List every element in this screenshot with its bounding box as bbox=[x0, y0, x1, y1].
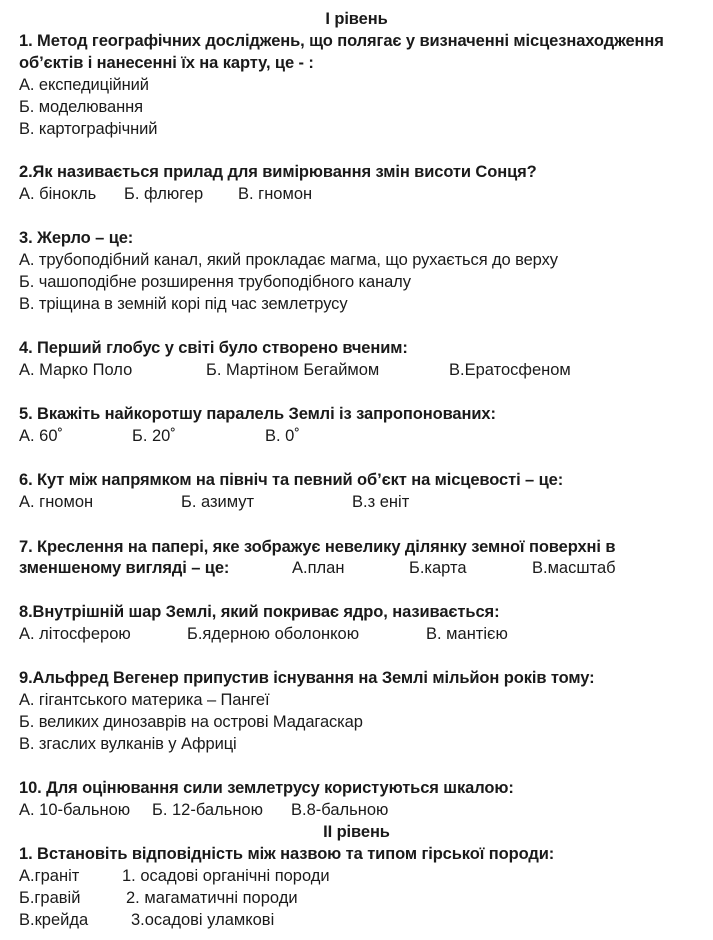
question-6: 6. Кут між напрямком на північ та певний об’єкт на місцевості – це: bbox=[19, 471, 564, 489]
level-2-title: II рівень bbox=[323, 823, 390, 841]
question-4-option-c: В.Ератосфеном bbox=[449, 361, 571, 379]
question-8-option-a: А. літосферою bbox=[19, 625, 131, 643]
level-2-question-1: 1. Встановіть відповідність між назвою та типом гірської породи: bbox=[19, 845, 555, 863]
question-5-option-a: А. 60˚ bbox=[19, 427, 64, 445]
question-5: 5. Вкажіть найкоротшу паралель Землі із запропонованих: bbox=[19, 405, 496, 423]
question-2-option-c: В. гномон bbox=[238, 185, 313, 203]
question-7-option-c: В.масштаб bbox=[532, 559, 616, 577]
question-7-option-b: Б.карта bbox=[409, 559, 467, 577]
question-1-option-c: В. картографічний bbox=[19, 120, 158, 138]
match-right-item: 3.осадові уламкові bbox=[131, 911, 275, 929]
question-9-option-a: А. гігантського материка – Пангеї bbox=[19, 691, 270, 709]
question-9: 9.Альфред Вегенер припустив існування на Землі мільйон років тому: bbox=[19, 669, 595, 687]
question-3-option-a: А. трубоподібний канал, який прокладає магма, що рухається до верху bbox=[19, 251, 558, 269]
match-left-item: А.граніт bbox=[19, 867, 80, 885]
question-5-option-b: Б. 20˚ bbox=[132, 427, 176, 445]
question-3-option-b: Б. чашоподібне розширення трубоподібного каналу bbox=[19, 273, 411, 291]
question-7-option-a: А.план bbox=[292, 559, 345, 577]
question-8-option-b: Б.ядерною оболонкою bbox=[187, 625, 360, 643]
match-right-item: 1. осадові органічні породи bbox=[122, 867, 330, 885]
question-6-option-b: Б. азимут bbox=[181, 493, 255, 511]
question-5-option-c: В. 0˚ bbox=[265, 427, 300, 445]
question-3-option-c: В. тріщина в земній корі під час землетрусу bbox=[19, 295, 348, 313]
question-8: 8.Внутрішній шар Землі, який покриває ядро, називається: bbox=[19, 603, 500, 621]
question-6-option-c: В.з еніт bbox=[352, 493, 410, 511]
question-1-line-2: об’єктів і нанесенні їх на карту, це - : bbox=[19, 54, 314, 72]
question-4-option-b: Б. Мартіном Бегаймом bbox=[206, 361, 380, 379]
question-2-option-b: Б. флюгер bbox=[124, 185, 204, 203]
question-10: 10. Для оцінювання сили землетрусу користуються шкалою: bbox=[19, 779, 514, 797]
question-1-option-b: Б. моделювання bbox=[19, 98, 143, 116]
question-4-option-a: А. Марко Поло bbox=[19, 361, 133, 379]
question-4: 4. Перший глобус у світі було створено вченим: bbox=[19, 339, 408, 357]
match-right-item: 2. магаматичні породи bbox=[126, 889, 298, 907]
question-10-option-a: А. 10-бальною bbox=[19, 801, 131, 819]
question-7-line-2: зменшеному вигляді – це: bbox=[19, 559, 230, 577]
question-8-option-c: В. мантією bbox=[426, 625, 508, 643]
question-1-line-1: 1. Метод географічних досліджень, що полягає у визначенні місцезнаходження bbox=[19, 32, 664, 50]
question-6-option-a: А. гномон bbox=[19, 493, 94, 511]
level-1-title: I рівень bbox=[325, 10, 388, 28]
question-10-option-c: В.8-бальною bbox=[291, 801, 389, 819]
question-7-line-1: 7. Креслення на папері, яке зображує невелику ділянку земної поверхні в bbox=[19, 538, 616, 556]
question-10-option-b: Б. 12-бальною bbox=[152, 801, 263, 819]
question-3: 3. Жерло – це: bbox=[19, 229, 134, 247]
question-2-option-a: А. бінокль bbox=[19, 185, 97, 203]
match-left-item: В.крейда bbox=[19, 911, 89, 929]
question-9-option-b: Б. великих динозаврів на острові Мадагаскар bbox=[19, 713, 363, 731]
match-left-item: Б.гравій bbox=[19, 889, 81, 907]
question-2: 2.Як називається прилад для вимірювання змін висоти Сонця? bbox=[19, 163, 537, 181]
question-9-option-c: В. згаслих вулканів у Африці bbox=[19, 735, 237, 753]
question-1-option-a: А. експедиційний bbox=[19, 76, 149, 94]
